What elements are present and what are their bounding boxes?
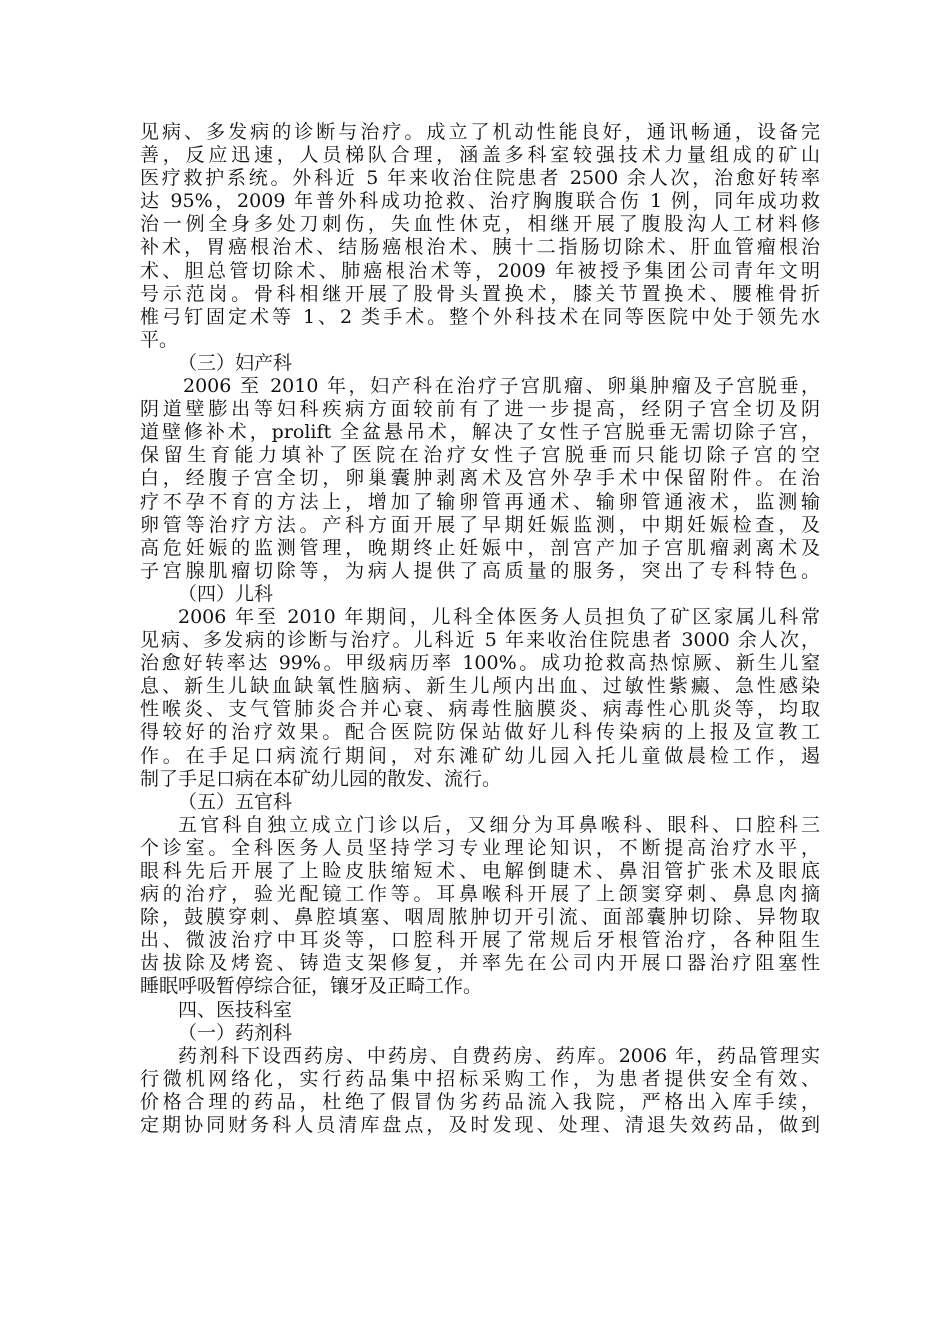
- text-line: 道壁修补术，prolift 全盆悬吊术，解决了女性子宫脱垂无需切除子宫，: [140, 421, 820, 444]
- text-line: 达 95%，2009 年普外科成功抢救、治疗胸腹联合伤 1 例，同年成功救: [140, 190, 820, 213]
- text-line: 疗不孕不育的方法上，增加了输卵管再通术、输卵管通液术，监测输: [140, 490, 820, 513]
- text-line: 制了手足口病在本矿幼儿园的散发、流行。: [140, 767, 502, 790]
- text-line: 平。: [140, 328, 179, 351]
- text-line: 行微机网络化，实行药品集中招标采购工作，为患者提供安全有效、: [140, 1067, 820, 1090]
- text-line: （三）妇产科: [178, 351, 293, 374]
- text-line: 白，经腹子宫全切，卵巢囊肿剥离术及宫外孕手术中保留附件。在治: [140, 467, 820, 490]
- text-line: 作。在手足口病流行期间，对东滩矿幼儿园入托儿童做晨检工作，遏: [140, 744, 820, 767]
- text-line: 病的治疗，验光配镜工作等。耳鼻喉科开展了上颌窦穿刺、鼻息肉摘: [140, 883, 820, 906]
- document-body-text: [140, 121, 820, 1137]
- text-line: 医疗救护系统。外科近 5 年来收治住院患者 2500 余人次，治愈好转率: [140, 167, 820, 190]
- text-line: 五官科自独立成立门诊以后，又细分为耳鼻喉科、眼科、口腔科三: [178, 813, 820, 836]
- text-line: 2006 至 2010 年，妇产科在治疗子宫肌瘤、卵巢肿瘤及子宫脱垂，: [183, 375, 820, 398]
- text-line: 齿拔除及烤瓷、铸造支架修复，并率先在公司内开展口器治疗阻塞性: [140, 952, 820, 975]
- text-line: 2006 年至 2010 年期间，儿科全体医务人员担负了矿区家属儿科常: [178, 605, 820, 628]
- text-line: 眼科先后开展了上睑皮肤缩短术、电解倒睫术、鼻泪管扩张术及眼底: [140, 860, 820, 882]
- text-line: （四）儿科: [178, 582, 274, 605]
- text-line: 保留生育能力填补了医院在治疗女性子宫脱垂而只能切除子宫的空: [140, 444, 820, 467]
- text-line: 治愈好转率达 99%。甲级病历率 100%。成功抢救高热惊厥、新生儿窒: [140, 652, 820, 675]
- text-line: 个诊室。全科医务人员坚持学习专业理论知识，不断提高治疗水平，: [140, 836, 820, 859]
- text-line: 睡眠呼吸暂停综合征，镶牙及正畸工作。: [140, 975, 483, 998]
- text-line: 见病、多发病的诊断与治疗。儿科近 5 年来收治住院患者 3000 余人次，: [140, 629, 820, 652]
- text-line: 四、医技科室: [178, 998, 293, 1021]
- text-line: 子宫腺肌瘤切除等，为病人提供了高质量的服务，突出了专科特色。: [140, 559, 820, 582]
- text-line: 号示范岗。骨科相继开展了股骨头置换术，膝关节置换术、腰椎骨折: [140, 282, 820, 305]
- text-line: 定期协同财务科人员清库盘点，及时发现、处理、清退失效药品，做到: [140, 1114, 820, 1137]
- text-line: 性喉炎、支气管肺炎合并心衰、病毒性脑膜炎、病毒性心肌炎等，均取: [140, 698, 820, 721]
- text-line: 善，反应迅速，人员梯队合理，涵盖多科室较强技术力量组成的矿山: [140, 144, 820, 167]
- text-line: 药剂科下设西药房、中药房、自费药房、药库。2006 年，药品管理实: [178, 1044, 820, 1067]
- text-line: 卵管等治疗方法。产科方面开展了早期妊娠监测，中期妊娠检查，及: [140, 513, 820, 536]
- text-line: 椎弓钉固定术等 1、2 类手术。整个外科技术在同等医院中处于领先水: [140, 305, 820, 328]
- text-line: （五）五官科: [178, 790, 293, 813]
- text-line: 息、新生儿缺血缺氧性脑病、新生儿颅内出血、过敏性紫癜、急性感染: [140, 675, 820, 698]
- text-line: 治一例全身多处刀刺伤，失血性休克，相继开展了腹股沟人工材料修: [140, 213, 820, 236]
- text-line: 除，鼓膜穿刺、鼻腔填塞、咽周脓肿切开引流、面部囊肿切除、异物取: [140, 906, 820, 929]
- text-line: 补术，胃癌根治术、结肠癌根治术、胰十二指肠切除术、肝血管瘤根治: [140, 236, 820, 259]
- text-line: 术、胆总管切除术、肺癌根治术等，2009 年被授予集团公司青年文明: [140, 259, 820, 282]
- text-line: （一）药剂科: [178, 1021, 293, 1044]
- text-line: 见病、多发病的诊断与治疗。成立了机动性能良好，通讯畅通，设备完: [140, 121, 820, 143]
- text-line: 高危妊娠的监测管理，晚期终止妊娠中，剖宫产加子宫肌瘤剥离术及: [140, 536, 820, 559]
- text-line: 得较好的治疗效果。配合医院防保站做好儿科传染病的上报及宣教工: [140, 721, 820, 744]
- text-line: 出、微波治疗中耳炎等，口腔科开展了常规后牙根管治疗，各种阻生: [140, 929, 820, 952]
- text-line: 价格合理的药品，杜绝了假冒伪劣药品流入我院，严格出入库手续，: [140, 1090, 820, 1113]
- text-line: 阴道壁膨出等妇科疾病方面较前有了进一步提高，经阴子宫全切及阴: [140, 398, 820, 421]
